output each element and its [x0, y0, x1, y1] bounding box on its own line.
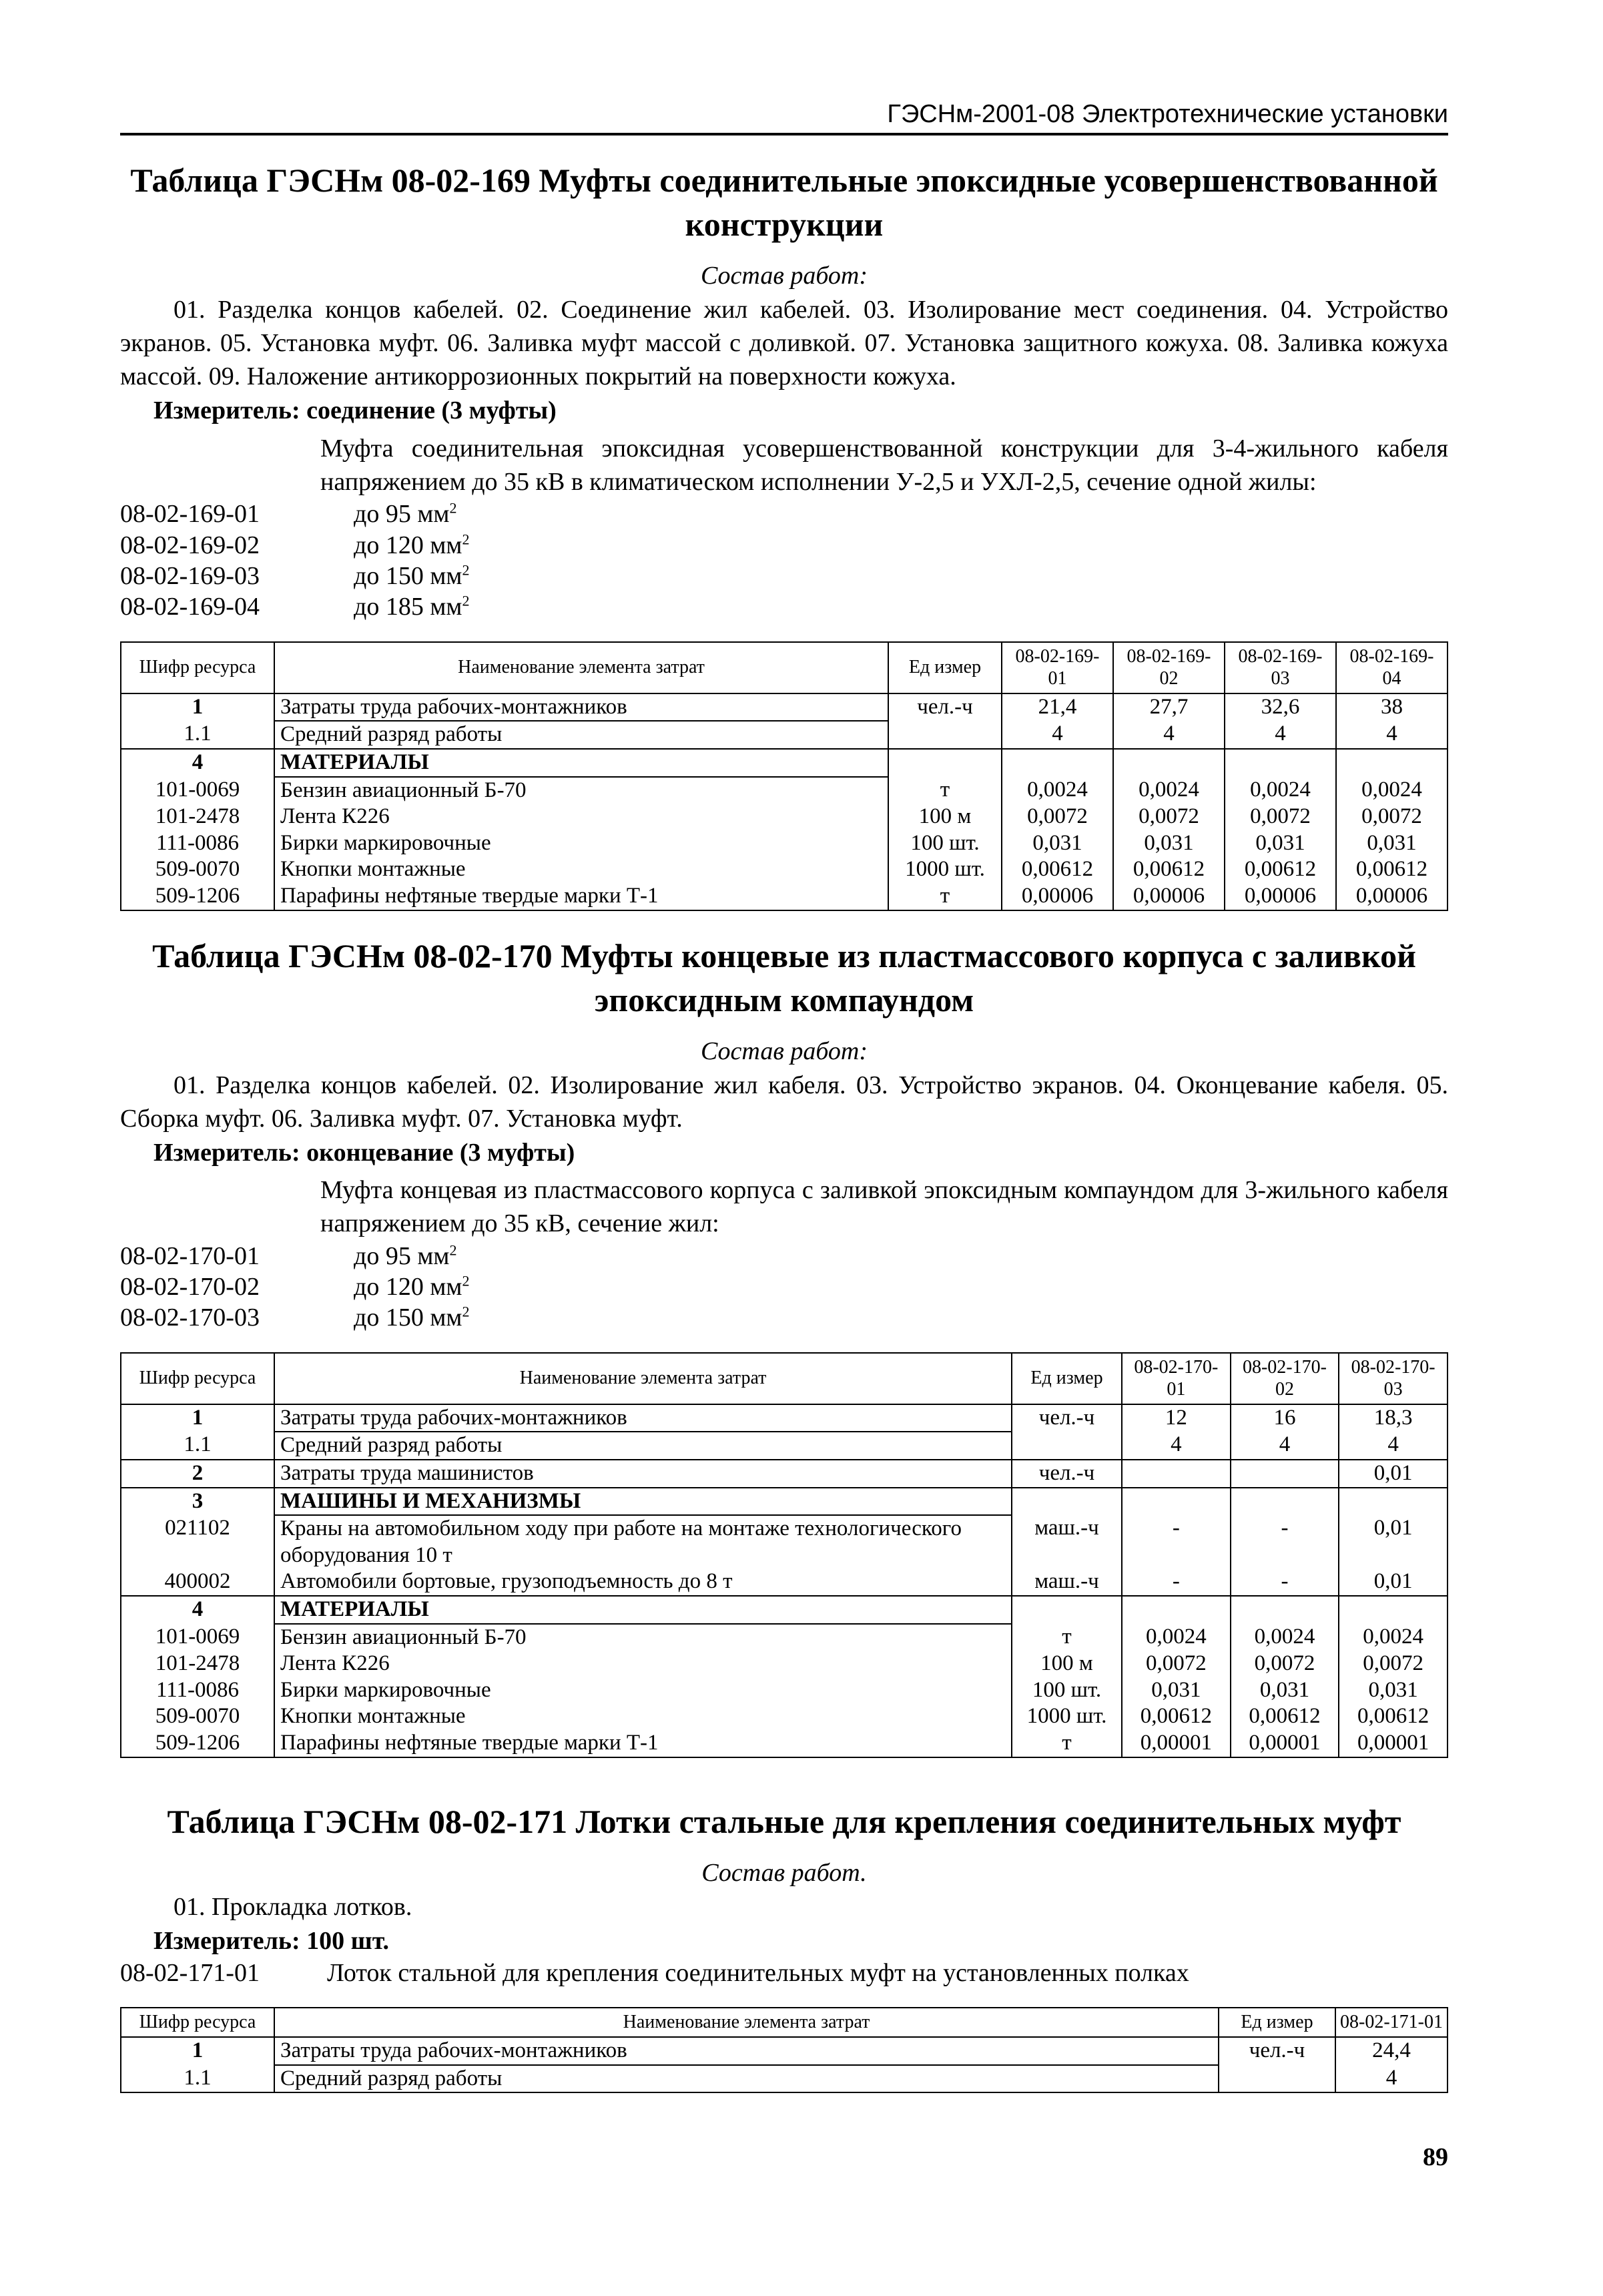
table-cell: 2	[121, 1460, 274, 1488]
table-cell: Лента К226	[274, 804, 888, 830]
table-cell: 0,00006	[1336, 883, 1448, 910]
table-row	[121, 1677, 1448, 1704]
table-header-row	[121, 1353, 1448, 1404]
document-page	[120, 100, 1448, 2093]
composition-heading-170: Состав работ:	[700, 1037, 868, 1065]
table-cell: 101-2478	[121, 1651, 274, 1677]
table-cell: Бензин авиационный Б-70	[274, 1624, 1012, 1651]
table-cell: 4	[1231, 1432, 1339, 1460]
table-cell: Бирки маркировочные	[274, 1677, 1012, 1704]
table-row	[121, 1488, 1448, 1516]
table-cell: 4	[1335, 2065, 1448, 2093]
measurer-value: соединение (3 муфты)	[306, 396, 557, 425]
table-cell: Автомобили бортовые, грузоподъемность до 8 т	[274, 1568, 1012, 1596]
composition-heading-171: Состав работ.	[701, 1858, 867, 1887]
table-cell: 4	[1225, 721, 1336, 749]
measurer-label: Измеритель:	[153, 1926, 300, 1955]
table-cell: Затраты труда машинистов	[274, 1460, 1012, 1488]
table-cell: 0,0024	[1231, 1624, 1339, 1651]
table-cell: 0,00006	[1002, 883, 1113, 910]
norm-code: 08-02-169-03	[120, 561, 260, 590]
table-cell: 27,7	[1113, 693, 1225, 722]
table-cell: 0,00612	[1336, 856, 1448, 883]
table-cell: 0,031	[1231, 1677, 1339, 1704]
code-row	[120, 591, 1448, 622]
table-cell: Лента К226	[274, 1651, 1012, 1677]
table-cell: 509-1206	[121, 883, 274, 910]
table-cell: 0,00001	[1339, 1730, 1448, 1757]
table-cell	[1002, 749, 1113, 777]
table-cell: 0,0072	[1336, 804, 1448, 830]
measurer-value: 100 шт.	[306, 1926, 390, 1955]
table-cell	[1339, 1596, 1448, 1624]
table-cell: 1	[121, 693, 274, 722]
table-cell: 0,031	[1122, 1677, 1231, 1704]
table-row	[121, 830, 1448, 857]
table-cell: 0,00001	[1231, 1730, 1339, 1757]
table-cell: 0,031	[1113, 830, 1225, 857]
table-cell: 0,031	[1339, 1677, 1448, 1704]
table-cell: маш.-ч	[1012, 1568, 1122, 1596]
page-number: 89	[1423, 2143, 1448, 2171]
code-row	[120, 499, 1448, 529]
table-cell: Парафины нефтяные твердые марки Т-1	[274, 883, 888, 910]
table-cell: 3	[121, 1488, 274, 1516]
table-cell: 100 м	[1012, 1651, 1122, 1677]
table-row	[121, 777, 1448, 804]
norm-code: 08-02-169-01	[120, 500, 260, 529]
table-row	[121, 2037, 1448, 2065]
table-cell: 12	[1122, 1404, 1231, 1432]
col-unit-header: Ед измер	[1219, 2008, 1335, 2037]
table-cell: 0,00006	[1225, 883, 1336, 910]
table-cell: 0,00612	[1002, 856, 1113, 883]
norm-code: 08-02-170-02	[120, 1272, 260, 1301]
works-list-171: 01. Прокладка лотков.	[174, 1892, 412, 1921]
col-norm-header: 08-02-170-03	[1339, 1353, 1448, 1404]
table-cell: Бирки маркировочные	[274, 830, 888, 857]
table-cell: 0,01	[1339, 1515, 1448, 1568]
table-row	[121, 693, 1448, 722]
table-cell: 0,00612	[1231, 1703, 1339, 1730]
col-name-header: Наименование элемента затрат	[274, 2008, 1219, 2037]
table-row	[121, 1730, 1448, 1757]
table-cell: -	[1122, 1568, 1231, 1596]
table-cell	[1122, 1460, 1231, 1488]
resource-table-169	[120, 641, 1448, 911]
table-cell: 1	[121, 2037, 274, 2065]
table-cell: 38	[1336, 693, 1448, 722]
table-cell	[1231, 1460, 1339, 1488]
measurer-171	[153, 1925, 1448, 1958]
table-cell: 4	[121, 1596, 274, 1624]
table-cell: 100 шт.	[1012, 1677, 1122, 1704]
table-cell: 0,00006	[1113, 883, 1225, 910]
table-cell: 0,00612	[1122, 1703, 1231, 1730]
table-row	[121, 1568, 1448, 1596]
table-title-171: Таблица ГЭСНм 08-02-171 Лотки стальные для крепления соединительных муфт	[167, 1802, 1401, 1840]
table-cell: 0,00612	[1339, 1703, 1448, 1730]
table-cell: 0,031	[1225, 830, 1336, 857]
resource-table-171	[120, 2007, 1448, 2093]
table-cell	[1122, 1488, 1231, 1516]
table-cell: 0,00612	[1113, 856, 1225, 883]
table-cell: 111-0086	[121, 830, 274, 857]
table-cell: 0,0072	[1231, 1651, 1339, 1677]
norm-description: Лоток стальной для крепления соединительных муфт на установленных полках	[327, 1959, 1189, 1988]
table-row	[121, 749, 1448, 777]
norm-code: 08-02-171-01	[120, 1959, 260, 1988]
table-row	[121, 721, 1448, 749]
table-cell: 0,0024	[1113, 777, 1225, 804]
norm-code: 08-02-170-01	[120, 1241, 260, 1270]
col-unit-header: Ед измер	[1012, 1353, 1122, 1404]
measurer-170	[153, 1137, 1448, 1169]
table-cell: -	[1231, 1568, 1339, 1596]
norm-code: 08-02-170-03	[120, 1304, 260, 1332]
col-norm-header: 08-02-169-02	[1113, 642, 1225, 693]
table-row	[121, 883, 1448, 910]
code-row	[120, 561, 1448, 591]
table-cell	[1012, 1488, 1122, 1516]
table-cell: 100 м	[888, 804, 1002, 830]
table-cell: МАШИНЫ И МЕХАНИЗМЫ	[274, 1488, 1012, 1516]
table-cell: 0,00612	[1225, 856, 1336, 883]
table-cell: 509-1206	[121, 1730, 274, 1757]
table-row	[121, 2065, 1448, 2093]
col-norm-header: 08-02-170-01	[1122, 1353, 1231, 1404]
table-cell: Затраты труда рабочих-монтажников	[274, 2037, 1219, 2065]
norm-code: 08-02-169-04	[120, 593, 260, 621]
table-cell: 111-0086	[121, 1677, 274, 1704]
resource-table-170	[120, 1352, 1448, 1758]
table-cell: 101-0069	[121, 1624, 274, 1651]
col-norm-header: 08-02-170-02	[1231, 1353, 1339, 1404]
table-row	[121, 856, 1448, 883]
table-cell: 0,0072	[1225, 804, 1336, 830]
table-cell: Средний разряд работы	[274, 1432, 1012, 1460]
table-cell: 32,6	[1225, 693, 1336, 722]
table-cell: маш.-ч	[1012, 1515, 1122, 1568]
table-cell: 0,0024	[1336, 777, 1448, 804]
table-cell: 18,3	[1339, 1404, 1448, 1432]
works-list-170: 01. Разделка концов кабелей. 02. Изолирование жил кабеля. 03. Устройство экранов. 04. Оконцевание кабеля. 05. Сборка муфт. 06. Заливка муфт. 07. Установка муфт.	[120, 1071, 1448, 1133]
table-cell	[1012, 1432, 1122, 1460]
table-cell: т	[888, 883, 1002, 910]
table-cell: 1.1	[121, 1432, 274, 1460]
table-cell: -	[1231, 1515, 1339, 1568]
table-cell: 0,031	[1336, 830, 1448, 857]
col-code-header: Шифр ресурса	[121, 642, 274, 693]
measurer-label: Измеритель:	[153, 1138, 300, 1167]
table-cell	[888, 749, 1002, 777]
table-cell: 4	[1122, 1432, 1231, 1460]
col-name-header: Наименование элемента затрат	[274, 1353, 1012, 1404]
code-list-169	[120, 499, 1448, 622]
col-code-header: Шифр ресурса	[121, 1353, 274, 1404]
table-cell: Средний разряд работы	[274, 2065, 1219, 2093]
measurer-value: оконцевание (3 муфты)	[306, 1138, 575, 1167]
table-cell: 509-0070	[121, 1703, 274, 1730]
norm-size: до 185 $мм^2$	[354, 592, 470, 621]
measurer-169	[153, 394, 1448, 427]
table-cell	[1219, 2065, 1335, 2093]
description-170: Муфта концевая из пластмассового корпуса с заливкой эпоксидным компаундом для 3-жильного кабеля напряжением до 35 кВ, сечение жил:	[320, 1176, 1448, 1238]
table-cell	[1231, 1488, 1339, 1516]
code-row	[120, 1302, 1448, 1333]
table-cell: т	[888, 777, 1002, 804]
table-cell: -	[1122, 1515, 1231, 1568]
table-cell: 4	[121, 749, 274, 777]
table-row	[121, 1596, 1448, 1624]
table-row	[121, 1460, 1448, 1488]
table-cell: 0,0072	[1113, 804, 1225, 830]
table-cell	[1336, 749, 1448, 777]
table-cell: 0,0024	[1002, 777, 1113, 804]
code-list-170	[120, 1241, 1448, 1334]
code-row	[120, 530, 1448, 561]
col-unit-header: Ед измер	[888, 642, 1002, 693]
table-cell: 1.1	[121, 2065, 274, 2093]
table-cell: 1.1	[121, 721, 274, 749]
table-cell: 100 шт.	[888, 830, 1002, 857]
table-cell: 0,0024	[1225, 777, 1336, 804]
table-cell: чел.-ч	[888, 693, 1002, 722]
table-cell: 021102	[121, 1515, 274, 1568]
col-code-header: Шифр ресурса	[121, 2008, 274, 2037]
table-cell: 0,0024	[1339, 1624, 1448, 1651]
table-cell: 4	[1336, 721, 1448, 749]
code-row	[120, 1241, 1448, 1271]
table-cell	[1339, 1488, 1448, 1516]
table-cell: МАТЕРИАЛЫ	[274, 1596, 1012, 1624]
norm-code: 08-02-169-02	[120, 531, 260, 559]
measurer-label: Измеритель:	[153, 396, 300, 425]
table-cell: Затраты труда рабочих-монтажников	[274, 693, 888, 722]
col-norm-header: 08-02-169-03	[1225, 642, 1336, 693]
table-header-row	[121, 2008, 1448, 2037]
table-cell	[1012, 1596, 1122, 1624]
table-cell: 0,0072	[1002, 804, 1113, 830]
table-cell: Затраты труда рабочих-монтажников	[274, 1404, 1012, 1432]
running-header: ГЭСНм-2001-08 Электротехнические установки	[120, 100, 1448, 135]
table-cell	[1122, 1596, 1231, 1624]
norm-size: до 95 $мм^2$	[354, 499, 457, 529]
table-cell: 101-2478	[121, 804, 274, 830]
table-row	[121, 1404, 1448, 1432]
code-row	[120, 1271, 1448, 1302]
description-169: Муфта соединительная эпоксидная усовершенствованной конструкции для 3-4-жильного кабеля напряжением до 35 кВ в климатическом исполнении У-2,5 и УХЛ-2,5, сечение одной жилы:	[320, 434, 1448, 497]
norm-size: до 150 $мм^2$	[354, 561, 470, 590]
table-cell: т	[1012, 1624, 1122, 1651]
norm-size: до 120 $мм^2$	[354, 530, 470, 559]
table-cell: 1	[121, 1404, 274, 1432]
table-cell	[1113, 749, 1225, 777]
table-cell: 0,0072	[1122, 1651, 1231, 1677]
table-cell: Краны на автомобильном ходу при работе на монтаже технологического оборудования 10 т	[274, 1515, 1012, 1568]
table-cell: 4	[1113, 721, 1225, 749]
code-row	[120, 1958, 1448, 1988]
table-cell: т	[1012, 1730, 1122, 1757]
table-cell: чел.-ч	[1219, 2037, 1335, 2065]
table-cell: 0,031	[1002, 830, 1113, 857]
table-cell: 0,0072	[1339, 1651, 1448, 1677]
table-row	[121, 1624, 1448, 1651]
table-cell	[1231, 1596, 1339, 1624]
table-cell: Кнопки монтажные	[274, 1703, 1012, 1730]
table-cell: Бензин авиационный Б-70	[274, 777, 888, 804]
table-header-row	[121, 642, 1448, 693]
works-list-169: 01. Разделка концов кабелей. 02. Соединение жил кабелей. 03. Изолирование мест соединения. 04. Устройство экранов. 05. Установка муфт. 06. Заливка муфт массой с доливкой. 07. Установка защитного кожуха. 08. Заливка кожуха массой. 09. Наложение антикоррозионных покрытий на поверхности кожуха.	[120, 296, 1448, 391]
table-cell: 4	[1002, 721, 1113, 749]
table-cell	[1225, 749, 1336, 777]
col-norm-header: 08-02-169-01	[1002, 642, 1113, 693]
norm-size: до 95 $мм^2$	[354, 1241, 457, 1270]
table-cell	[888, 721, 1002, 749]
table-cell: 0,01	[1339, 1568, 1448, 1596]
table-cell: 1000 шт.	[888, 856, 1002, 883]
table-row	[121, 804, 1448, 830]
table-cell: 509-0070	[121, 856, 274, 883]
table-row	[121, 1651, 1448, 1677]
composition-heading-169: Состав работ:	[700, 262, 868, 290]
table-cell: чел.-ч	[1012, 1460, 1122, 1488]
table-title-170: Таблица ГЭСНм 08-02-170 Муфты концевые из пластмассового корпуса с заливкой эпоксидным компаундом	[152, 936, 1416, 1019]
table-cell: 16	[1231, 1404, 1339, 1432]
table-cell: 21,4	[1002, 693, 1113, 722]
table-cell: Средний разряд работы	[274, 721, 888, 749]
table-cell: Парафины нефтяные твердые марки Т-1	[274, 1730, 1012, 1757]
col-norm-header: 08-02-169-04	[1336, 642, 1448, 693]
table-cell: МАТЕРИАЛЫ	[274, 749, 888, 777]
col-norm-header: 08-02-171-01	[1335, 2008, 1448, 2037]
table-cell: 1000 шт.	[1012, 1703, 1122, 1730]
norm-size: до 150 $мм^2$	[354, 1303, 470, 1332]
table-cell: Кнопки монтажные	[274, 856, 888, 883]
col-name-header: Наименование элемента затрат	[274, 642, 888, 693]
table-cell: 101-0069	[121, 777, 274, 804]
table-cell: 24,4	[1335, 2037, 1448, 2065]
table-row	[121, 1515, 1448, 1568]
table-cell: 0,01	[1339, 1460, 1448, 1488]
table-cell: 0,0024	[1122, 1624, 1231, 1651]
table-cell: 4	[1339, 1432, 1448, 1460]
table-row	[121, 1432, 1448, 1460]
norm-size: до 120 $мм^2$	[354, 1272, 470, 1301]
table-title-169: Таблица ГЭСНм 08-02-169 Муфты соединительные эпоксидные усовершенствованной конструкции	[130, 162, 1438, 243]
table-cell: 400002	[121, 1568, 274, 1596]
table-cell: 0,00001	[1122, 1730, 1231, 1757]
table-cell: чел.-ч	[1012, 1404, 1122, 1432]
table-row	[121, 1703, 1448, 1730]
